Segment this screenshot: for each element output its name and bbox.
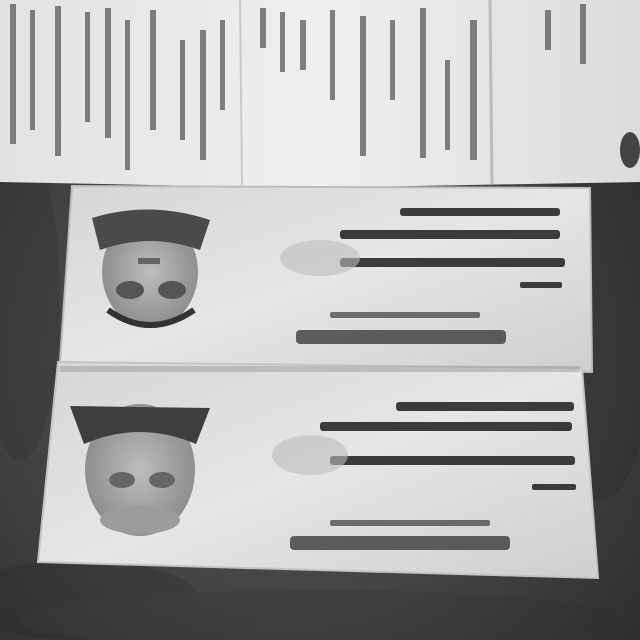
portrait-top: [92, 209, 210, 328]
id-card-bottom: [38, 362, 598, 578]
id-card-top: [60, 186, 592, 372]
document-paper: [0, 0, 640, 188]
